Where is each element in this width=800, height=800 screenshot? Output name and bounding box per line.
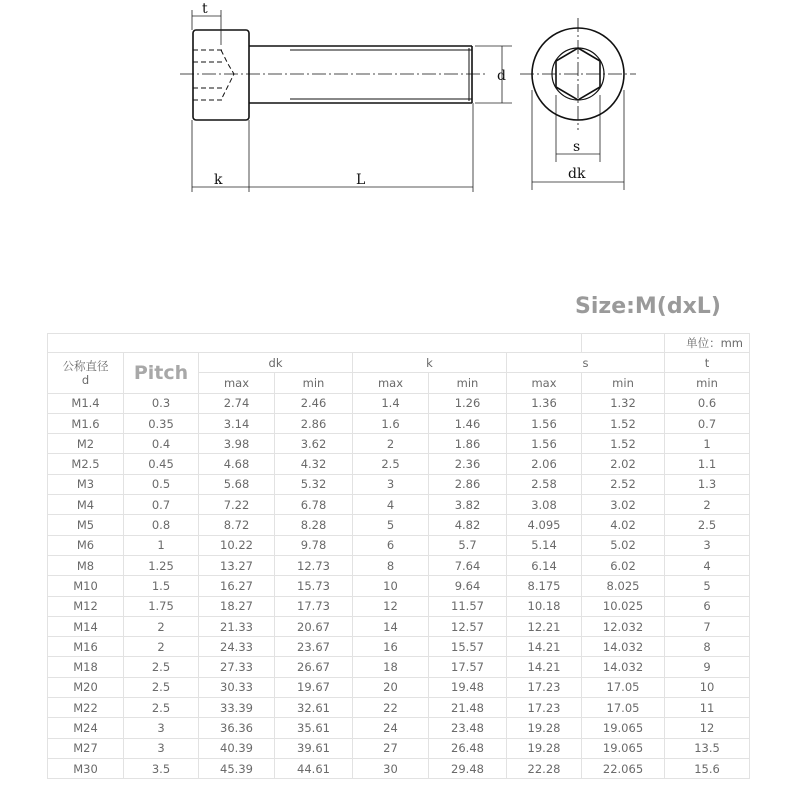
table-row — [48, 555, 750, 575]
cell-s-min: 5.02 — [582, 535, 665, 555]
cell-k-max: 3 — [353, 474, 429, 494]
cell-t-min: 1.3 — [665, 474, 750, 494]
cell-size: M2.5 — [48, 454, 124, 474]
header-dk-min: min — [275, 373, 353, 393]
table-row — [48, 393, 750, 413]
table-row — [48, 454, 750, 474]
cell-s-min: 1.52 — [582, 413, 665, 433]
header-s-max: max — [507, 373, 582, 393]
cell-s-max: 1.36 — [507, 393, 582, 413]
cell-dk-min: 5.32 — [275, 474, 353, 494]
blank-cell — [582, 334, 665, 353]
header-dk: dk — [199, 353, 353, 373]
cell-t-min: 1 — [665, 434, 750, 454]
dim-label-k: k — [214, 172, 223, 188]
hex-socket-hidden-lines — [193, 50, 234, 100]
cell-s-min: 19.065 — [582, 738, 665, 758]
cell-t-min: 8 — [665, 637, 750, 657]
cell-dk-max: 2.74 — [199, 393, 275, 413]
cell-size: M12 — [48, 596, 124, 616]
dim-label-t: t — [202, 1, 208, 17]
table-row — [48, 637, 750, 657]
cell-size: M1.4 — [48, 393, 124, 413]
cell-k-max: 30 — [353, 758, 429, 778]
cell-dk-max: 3.98 — [199, 434, 275, 454]
dim-label-dk: dk — [568, 166, 586, 182]
cell-s-min: 6.02 — [582, 555, 665, 575]
size-label: Size:M(dxL) — [575, 294, 721, 319]
cell-pitch: 1.75 — [124, 596, 199, 616]
cell-s-max: 1.56 — [507, 413, 582, 433]
cell-k-min: 2.86 — [429, 474, 507, 494]
cell-s-max: 6.14 — [507, 555, 582, 575]
cell-size: M27 — [48, 738, 124, 758]
cell-size: M5 — [48, 515, 124, 535]
cell-s-max: 5.14 — [507, 535, 582, 555]
cell-size: M6 — [48, 535, 124, 555]
cell-t-min: 9 — [665, 657, 750, 677]
cell-k-max: 6 — [353, 535, 429, 555]
cell-pitch: 2.5 — [124, 698, 199, 718]
cell-k-min: 23.48 — [429, 718, 507, 738]
cell-s-min: 14.032 — [582, 637, 665, 657]
cell-s-min: 2.02 — [582, 454, 665, 474]
cell-s-min: 3.02 — [582, 495, 665, 515]
cell-pitch: 1.25 — [124, 555, 199, 575]
cell-dk-min: 35.61 — [275, 718, 353, 738]
socket-head-cap-screw-drawing — [0, 0, 800, 210]
cell-dk-max: 3.14 — [199, 413, 275, 433]
table-row — [48, 495, 750, 515]
cell-pitch: 2.5 — [124, 657, 199, 677]
cell-s-max: 2.58 — [507, 474, 582, 494]
cell-s-max: 12.21 — [507, 616, 582, 636]
cell-size: M24 — [48, 718, 124, 738]
cell-k-max: 1.4 — [353, 393, 429, 413]
cell-k-min: 4.82 — [429, 515, 507, 535]
cell-t-min: 2 — [665, 495, 750, 515]
cell-dk-max: 16.27 — [199, 576, 275, 596]
cell-s-max: 4.095 — [507, 515, 582, 535]
cell-dk-min: 15.73 — [275, 576, 353, 596]
cell-size: M14 — [48, 616, 124, 636]
cell-dk-min: 39.61 — [275, 738, 353, 758]
table-row — [48, 738, 750, 758]
cell-s-min: 1.32 — [582, 393, 665, 413]
table-row — [48, 474, 750, 494]
header-t: t — [665, 353, 750, 373]
cell-size: M16 — [48, 637, 124, 657]
cell-k-max: 24 — [353, 718, 429, 738]
cell-s-max: 14.21 — [507, 657, 582, 677]
cell-k-min: 12.57 — [429, 616, 507, 636]
cell-size: M22 — [48, 698, 124, 718]
cell-s-min: 17.05 — [582, 677, 665, 697]
cell-pitch: 0.4 — [124, 434, 199, 454]
cell-s-max: 10.18 — [507, 596, 582, 616]
table-row — [48, 434, 750, 454]
cell-dk-min: 3.62 — [275, 434, 353, 454]
cell-dk-max: 7.22 — [199, 495, 275, 515]
cell-k-min: 7.64 — [429, 555, 507, 575]
dimension-lines — [192, 10, 624, 192]
cell-k-max: 5 — [353, 515, 429, 535]
cell-k-min: 21.48 — [429, 698, 507, 718]
cell-size: M1.6 — [48, 413, 124, 433]
cell-dk-max: 30.33 — [199, 677, 275, 697]
cell-t-min: 12 — [665, 718, 750, 738]
table-row — [48, 758, 750, 778]
cell-size: M30 — [48, 758, 124, 778]
cell-k-max: 22 — [353, 698, 429, 718]
cell-dk-max: 36.36 — [199, 718, 275, 738]
cell-s-min: 8.025 — [582, 576, 665, 596]
side-view — [180, 30, 485, 120]
cell-dk-min: 8.28 — [275, 515, 353, 535]
cell-k-max: 8 — [353, 555, 429, 575]
cell-dk-max: 40.39 — [199, 738, 275, 758]
cell-k-min: 17.57 — [429, 657, 507, 677]
header-k: k — [353, 353, 507, 373]
cell-k-max: 10 — [353, 576, 429, 596]
cell-dk-max: 45.39 — [199, 758, 275, 778]
cell-dk-min: 44.61 — [275, 758, 353, 778]
cell-t-min: 4 — [665, 555, 750, 575]
cell-pitch: 0.5 — [124, 474, 199, 494]
cell-pitch: 0.45 — [124, 454, 199, 474]
cell-t-min: 0.6 — [665, 393, 750, 413]
cell-size: M18 — [48, 657, 124, 677]
cell-dk-min: 26.67 — [275, 657, 353, 677]
cell-s-max: 19.28 — [507, 738, 582, 758]
cell-k-max: 12 — [353, 596, 429, 616]
cell-pitch: 3.5 — [124, 758, 199, 778]
header-pitch: Pitch — [124, 353, 199, 394]
cell-k-max: 14 — [353, 616, 429, 636]
cell-pitch: 1.5 — [124, 576, 199, 596]
cell-dk-min: 20.67 — [275, 616, 353, 636]
header-dk-max: max — [199, 373, 275, 393]
cell-t-min: 6 — [665, 596, 750, 616]
header-k-max: max — [353, 373, 429, 393]
cell-k-max: 18 — [353, 657, 429, 677]
cell-s-min: 14.032 — [582, 657, 665, 677]
cell-k-max: 20 — [353, 677, 429, 697]
unit-row — [48, 334, 750, 353]
dim-label-L: L — [356, 172, 366, 188]
cell-pitch: 2 — [124, 637, 199, 657]
cell-t-min: 2.5 — [665, 515, 750, 535]
cell-t-min: 10 — [665, 677, 750, 697]
table-row — [48, 657, 750, 677]
cell-pitch: 0.3 — [124, 393, 199, 413]
cell-pitch: 0.35 — [124, 413, 199, 433]
cell-k-min: 19.48 — [429, 677, 507, 697]
cell-dk-min: 32.61 — [275, 698, 353, 718]
cell-k-min: 1.26 — [429, 393, 507, 413]
cell-size: M4 — [48, 495, 124, 515]
cell-s-min: 22.065 — [582, 758, 665, 778]
cell-k-max: 1.6 — [353, 413, 429, 433]
cell-s-max: 8.175 — [507, 576, 582, 596]
table-row — [48, 616, 750, 636]
cell-dk-min: 12.73 — [275, 555, 353, 575]
unit-label: 单位：mm — [665, 334, 750, 353]
end-view — [520, 18, 636, 130]
cell-s-max: 17.23 — [507, 677, 582, 697]
cell-k-max: 2 — [353, 434, 429, 454]
cell-k-min: 11.57 — [429, 596, 507, 616]
cell-dk-max: 13.27 — [199, 555, 275, 575]
table-row — [48, 677, 750, 697]
header-row-1 — [48, 353, 750, 373]
cell-s-min: 19.065 — [582, 718, 665, 738]
cell-k-min: 2.36 — [429, 454, 507, 474]
cell-dk-max: 33.39 — [199, 698, 275, 718]
cell-k-min: 1.46 — [429, 413, 507, 433]
cell-pitch: 3 — [124, 738, 199, 758]
cell-pitch: 2.5 — [124, 677, 199, 697]
table-row — [48, 698, 750, 718]
cell-t-min: 7 — [665, 616, 750, 636]
cell-s-max: 1.56 — [507, 434, 582, 454]
cell-pitch: 0.8 — [124, 515, 199, 535]
cell-s-min: 12.032 — [582, 616, 665, 636]
cell-s-min: 1.52 — [582, 434, 665, 454]
table-row — [48, 515, 750, 535]
cell-dk-min: 23.67 — [275, 637, 353, 657]
cell-s-min: 17.05 — [582, 698, 665, 718]
blank-cell — [48, 334, 582, 353]
cell-dk-min: 6.78 — [275, 495, 353, 515]
cell-k-max: 2.5 — [353, 454, 429, 474]
table-row — [48, 535, 750, 555]
cell-s-max: 3.08 — [507, 495, 582, 515]
cell-dk-min: 2.86 — [275, 413, 353, 433]
cell-dk-max: 5.68 — [199, 474, 275, 494]
table-row — [48, 413, 750, 433]
table-row — [48, 718, 750, 738]
table-row — [48, 576, 750, 596]
cell-s-min: 4.02 — [582, 515, 665, 535]
header-s: s — [507, 353, 665, 373]
cell-s-max: 14.21 — [507, 637, 582, 657]
cell-s-min: 2.52 — [582, 474, 665, 494]
cell-size: M10 — [48, 576, 124, 596]
dimension-table — [47, 333, 750, 779]
cell-k-min: 9.64 — [429, 576, 507, 596]
dim-label-s: s — [573, 139, 581, 155]
cell-dk-max: 24.33 — [199, 637, 275, 657]
cell-k-min: 15.57 — [429, 637, 507, 657]
cell-t-min: 0.7 — [665, 413, 750, 433]
cell-size: M8 — [48, 555, 124, 575]
cell-dk-max: 21.33 — [199, 616, 275, 636]
cell-s-max: 19.28 — [507, 718, 582, 738]
cell-k-min: 1.86 — [429, 434, 507, 454]
dim-label-d: d — [497, 68, 506, 84]
header-s-min: min — [582, 373, 665, 393]
table-row — [48, 596, 750, 616]
cell-t-min: 11 — [665, 698, 750, 718]
cell-t-min: 3 — [665, 535, 750, 555]
cell-size: M20 — [48, 677, 124, 697]
cell-dk-min: 19.67 — [275, 677, 353, 697]
cell-t-min: 5 — [665, 576, 750, 596]
header-nominal-diameter-cn: 公称直径 — [62, 358, 109, 373]
cell-size: M2 — [48, 434, 124, 454]
header-nominal-diameter — [48, 353, 124, 394]
cell-dk-min: 2.46 — [275, 393, 353, 413]
cell-pitch: 3 — [124, 718, 199, 738]
cell-dk-min: 9.78 — [275, 535, 353, 555]
cell-dk-max: 18.27 — [199, 596, 275, 616]
cell-k-max: 16 — [353, 637, 429, 657]
screw-shank — [249, 46, 472, 103]
cell-dk-max: 4.68 — [199, 454, 275, 474]
cell-t-min: 13.5 — [665, 738, 750, 758]
cell-s-max: 2.06 — [507, 454, 582, 474]
cell-k-min: 29.48 — [429, 758, 507, 778]
cell-dk-max: 10.22 — [199, 535, 275, 555]
cell-dk-min: 4.32 — [275, 454, 353, 474]
header-k-min: min — [429, 373, 507, 393]
cell-s-max: 22.28 — [507, 758, 582, 778]
cell-k-min: 5.7 — [429, 535, 507, 555]
cell-pitch: 1 — [124, 535, 199, 555]
cell-t-min: 1.1 — [665, 454, 750, 474]
cell-dk-max: 8.72 — [199, 515, 275, 535]
cell-size: M3 — [48, 474, 124, 494]
cell-k-min: 26.48 — [429, 738, 507, 758]
cell-k-min: 3.82 — [429, 495, 507, 515]
cell-pitch: 0.7 — [124, 495, 199, 515]
header-nominal-diameter-d: d — [81, 372, 90, 387]
cell-dk-max: 27.33 — [199, 657, 275, 677]
cell-dk-min: 17.73 — [275, 596, 353, 616]
header-t-min: min — [665, 373, 750, 393]
cell-k-max: 4 — [353, 495, 429, 515]
cell-pitch: 2 — [124, 616, 199, 636]
cell-t-min: 15.6 — [665, 758, 750, 778]
cell-s-min: 10.025 — [582, 596, 665, 616]
cell-k-max: 27 — [353, 738, 429, 758]
cell-s-max: 17.23 — [507, 698, 582, 718]
